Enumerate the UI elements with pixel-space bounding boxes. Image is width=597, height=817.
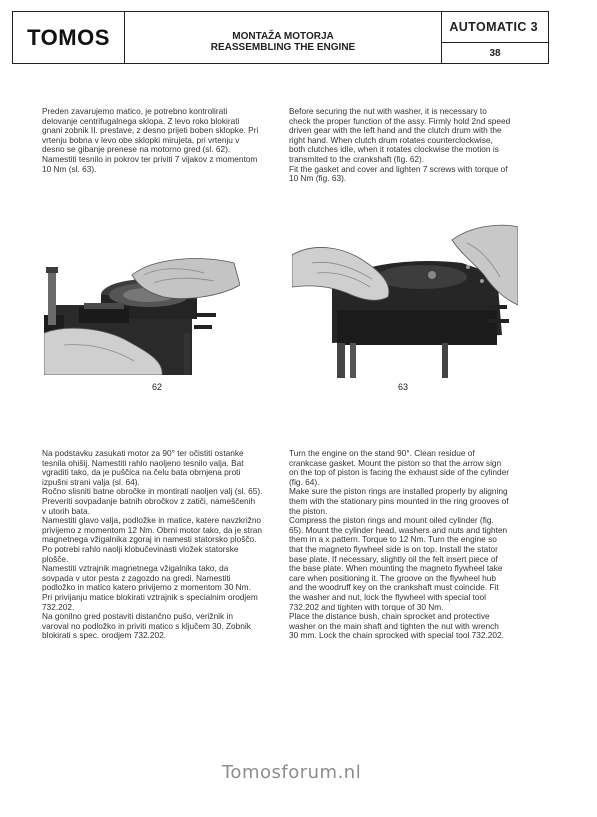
title-slovenian: MONTAŽA MOTORJA [232,31,334,42]
engine-clutch-photo-image [44,215,240,375]
model-name: AUTOMATIC 3 [442,12,548,43]
brand-logo: TOMOS [27,24,110,50]
page-number: 38 [489,47,501,59]
section2-english-text: Turn the engine on the stand 90°. Clean residue of crankcase gasket. Mount the piston so that the arrow sign on the top of piston is facing the exhaust side of the cylinder (fig. 64). Make sure the piston rings are installed properly by aligning them with the stationary pins mounted in the ring grooves of the piston. Compress the piston rings and mount oiled cylinder (fig. 65). Mount the cylinder head, washers and nuts and tighten them in a x pattern. Torque to 12 Nm. Turn the engine so that the magneto flywheel side is on top. Install the stator base plate. If necessary, slightly oil the felt insert piece of the base plate. When mounting the magneto flywheel take care when positioning it. The groove on the flywheel hub and the woodruff key on the crankshaft must coincide. Fit the washer and nut, lock the flywheel with special tool 732.202 and tighten with torque of 30 Nm. Place the distance bush, chain sprocket and protective washer on the main shaft and tighten the nut with wrench 30 mm. Lock the chain sprocked with special tool 732.202. [289,448,510,641]
figure-63-caption: 63 [398,382,409,392]
page-header [12,11,549,64]
engine-cover-photo-image [292,215,518,378]
section1-slovenian-text: Preden zavarujemo matico, je potrebno kontrolirati delovanje centrifugalnega sklopa. Z levo roko blokirati gnani zobnik II. prestave, z desno prijeti boben sklopke. Pri vrtenju bobna v levo obe sklopki mirujeta, pri vrtenju v desno se gibanje prenese na motorno gred (sl. 62). Namestiti tesnilo in pokrov ter priviti 7 vijakov z momentom 10 Nm (sl. 63). [42,106,259,174]
photo-fig-62 [44,215,240,375]
model-cell [442,12,548,63]
logo-cell [13,12,125,63]
photo-fig-63 [292,215,518,378]
figure-62-caption: 62 [152,382,163,392]
title-cell [125,12,442,63]
section1-english-text: Before securing the nut with washer, it is necessary to check the proper function of the assy. Firmly hold 2nd speed driven gear with the left hand and the clutch drum with the right hand. When clutch drum rotates counterclockwise, both clutches idle, when it rotates clockwise the motion is transmited to the crankshaft (fig. 62). Fit the gasket and cover and lighten 7 screws with torque of 10 Nm (fig. 63). [289,106,511,184]
title-english: REASSEMBLING THE ENGINE [210,42,356,53]
section2-slovenian-text: Na podstavku zasukati motor za 90° ter očistiti ostanke tesnila ohišij. Namestiti rahlo naoljeno tesnilo valja. Bat vgraditi tako, da je puščica na čelu bata obrnjena proti izpušni strani valja (sl. 64). Ročno slisniti batne obročke in montirati naoljen valj (sl. 65). Preveriti sovpadanje batnih obročkov z zatiči, nameščenih v utorih bata. Namestiti glavo valja, podložke in matice, katere navzkrižno privijemo z momentom 12 Nm. Obrni motor tako, da je stran magnetnega vžigalnika zgoraj in namesti statorsko ploščo. Po potrebi rahlo naolji klobučevinasti vložek statorske plošče. Namestiti vztrajnik magnetnega vžigalnika tako, da sovpada v utor pesta z zagozdo na gredi. Namestiti podložko in matico katero privijemo z momentom 30 Nm. Pri privijanju matice blokirati vztrajnik s specialnim orodjem 732.202. Na gonilno gred postaviti distančno pušo, verižnik in varoval no podložko in priviti matico s ključem 30. Zobnik blokirati s spec. orodjem 732.202. [42,448,263,641]
watermark-text: Tomosforum.nl [222,762,362,783]
